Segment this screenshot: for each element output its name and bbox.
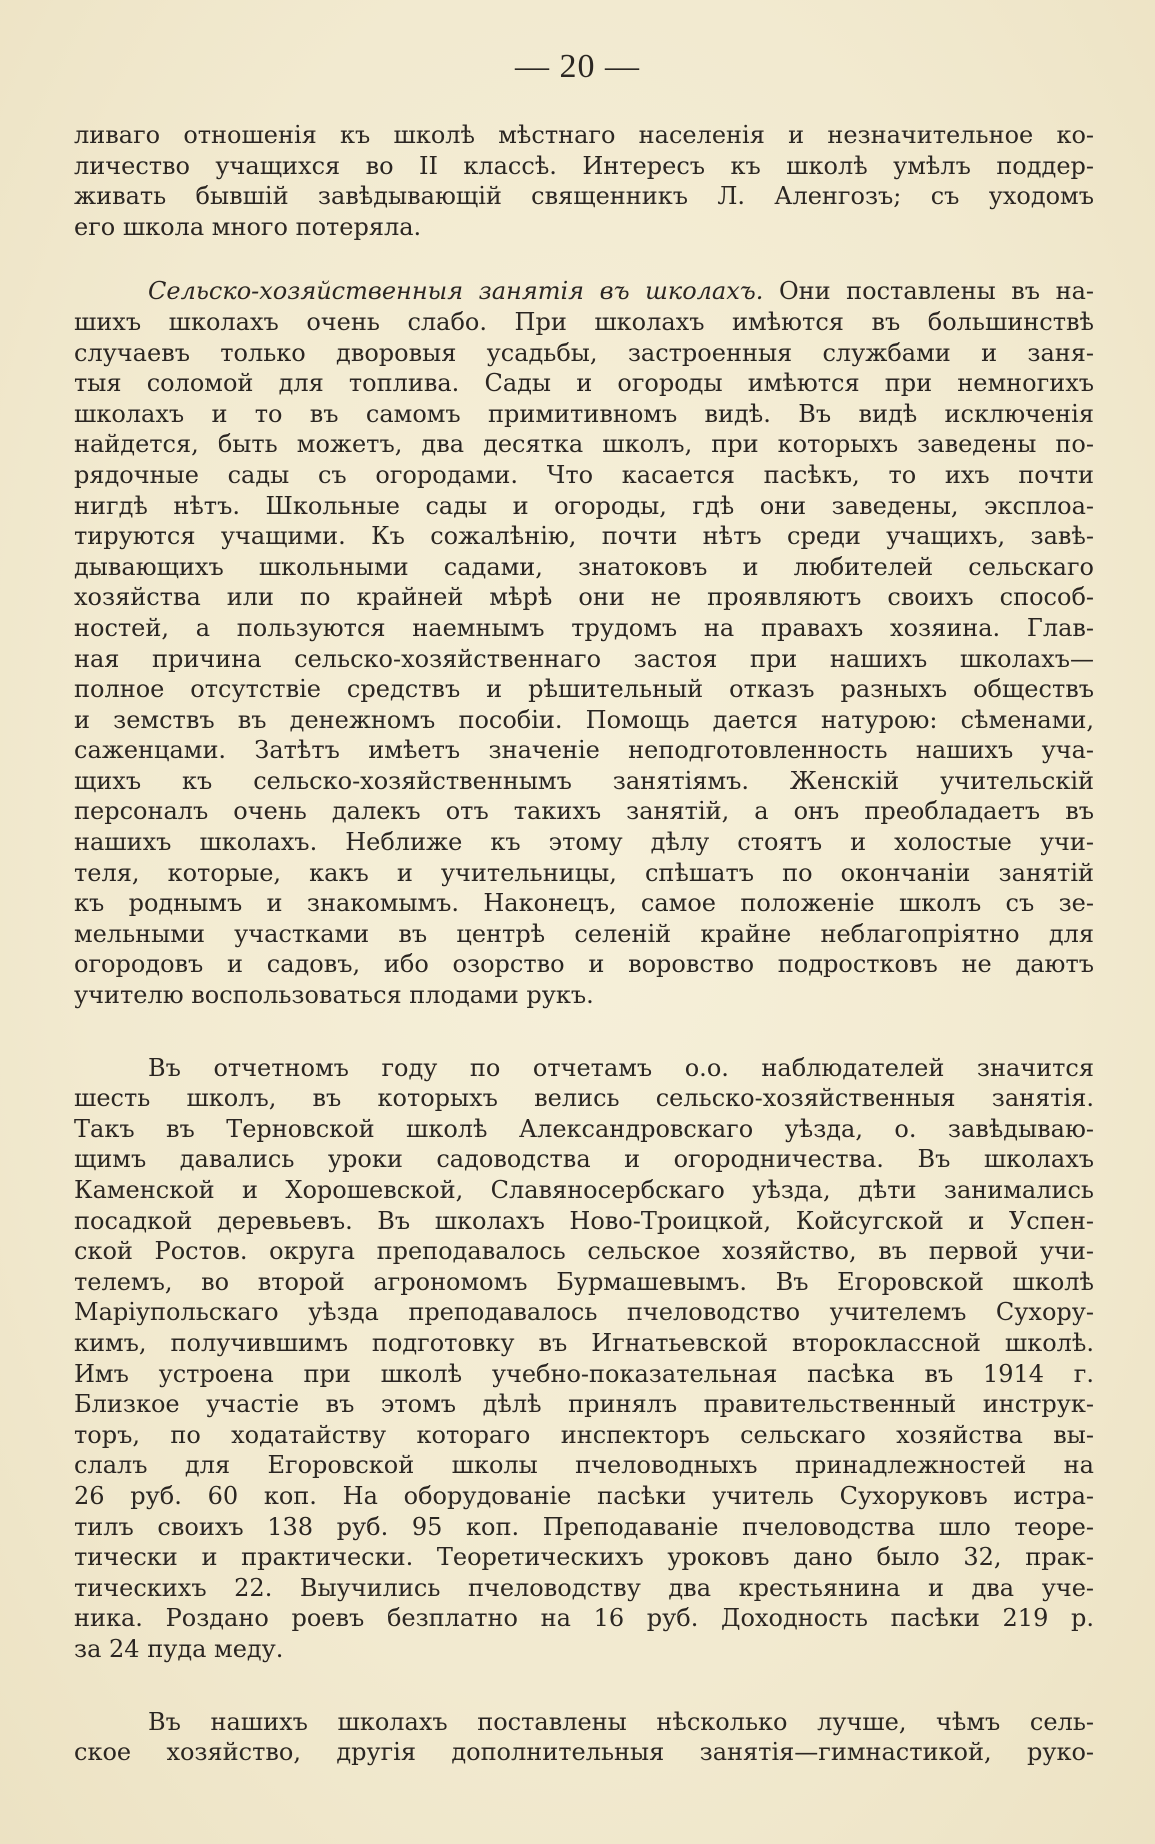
text-line: случаевъ только дворовыя усадьбы, застроенныя службами и заня- bbox=[74, 338, 1094, 367]
body-text bbox=[74, 120, 1094, 1768]
text-line: хозяйства или по крайней мѣрѣ они не проявляютъ своихъ способ- bbox=[74, 583, 1094, 612]
text-line: саженцами. Затѣтъ имѣетъ значеніе неподготовленность нашихъ уча- bbox=[74, 736, 1094, 765]
text-line: полное отсутствіе средствъ и рѣшительный отказъ разныхъ обществъ bbox=[74, 675, 1094, 704]
text-line: ника. Роздано роевъ безплатно на 16 руб. Доходность пасѣки 219 р. bbox=[74, 1604, 1094, 1633]
text-line: за 24 пуда меду. bbox=[74, 1634, 284, 1663]
paragraph bbox=[74, 276, 1094, 1010]
text-line: слалъ для Егоровской школы пчеловодныхъ принадлежностей на bbox=[74, 1451, 1094, 1480]
text-line: шихъ школахъ очень слабо. При школахъ имѣются въ большинствѣ bbox=[74, 307, 1094, 336]
text-line: щимъ давались уроки садоводства и огородничества. Въ школахъ bbox=[74, 1145, 1094, 1174]
paragraph bbox=[74, 1707, 1094, 1768]
text-line: дывающихъ школьными садами, знатоковъ и любителей сельскаго bbox=[74, 552, 1094, 581]
text-line: Близкое участіе въ этомъ дѣлѣ принялъ правительственный инструк- bbox=[74, 1390, 1094, 1419]
text-fragment: Они поставлены въ на- bbox=[763, 277, 1094, 306]
text-line: ское хозяйство, другія дополнительныя занятія—гимнастикой, руко- bbox=[74, 1738, 1094, 1767]
text-line: 26 руб. 60 коп. На оборудованіе пасѣки учитель Сухоруковъ истра- bbox=[74, 1481, 1094, 1510]
text-line: тически и практически. Теоретическихъ уроковъ дано было 32, прак- bbox=[74, 1543, 1094, 1572]
text-line: Такъ въ Терновской школѣ Александровскаго уѣзда, о. завѣдываю- bbox=[74, 1114, 1094, 1143]
text-line: Каменской и Хорошевской, Славяносербскаго уѣзда, дѣти занимались bbox=[74, 1176, 1094, 1204]
text-line: мельными участками въ центрѣ селеній крайне неблагопріятно для bbox=[74, 919, 1094, 948]
text-line: нашихъ школахъ. Неближе къ этому дѣлу стоятъ и холостые учи- bbox=[74, 828, 1094, 857]
text-line: телемъ, во второй агрономомъ Бурмашевымъ. Въ Егоровской школѣ bbox=[74, 1267, 1094, 1296]
text-line: ная причина сельско-хозяйственнаго застоя при нашихъ школахъ— bbox=[74, 644, 1094, 673]
text-line: тилъ своихъ 138 руб. 95 коп. Преподаваніе пчеловодства шло теоре- bbox=[74, 1512, 1094, 1541]
paragraph-gap bbox=[74, 1665, 1094, 1707]
text-line: щихъ къ сельско-хозяйственнымъ занятіямъ. Женскій учительскій bbox=[74, 766, 1094, 795]
text-line: нигдѣ нѣтъ. Школьные сады и огороды, гдѣ они заведены, эксплоа- bbox=[74, 491, 1094, 520]
text-line: личество учащихся во II классѣ. Интересъ къ школѣ умѣлъ поддер- bbox=[74, 151, 1094, 180]
text-line: школахъ и то въ самомъ примитивномъ видѣ. Въ видѣ исключенія bbox=[74, 399, 1094, 428]
text-line: рядочные сады съ огородами. Что касается пасѣкъ, то ихъ почти bbox=[74, 460, 1094, 489]
text-line: ливаго отношенія къ школѣ мѣстнаго населенія и незначительное ко- bbox=[74, 121, 1094, 149]
text-line: учителю воспользоваться плодами рукъ. bbox=[74, 981, 594, 1010]
text-line: кимъ, получившимъ подготовку въ Игнатьевской второклассной школѣ. bbox=[74, 1328, 1094, 1357]
text-line: тыя соломой для топлива. Сады и огороды имѣются при немногихъ bbox=[74, 369, 1094, 398]
text-line: тическихъ 22. Выучились пчеловодству два крестьянина и два уче- bbox=[74, 1573, 1094, 1602]
text-line: теля, которые, какъ и учительницы, спѣшатъ по окончаніи занятій bbox=[74, 858, 1094, 887]
paragraph bbox=[74, 120, 1094, 242]
text-line: Въ нашихъ школахъ поставлены нѣсколько лучше, чѣмъ сель- bbox=[148, 1707, 1094, 1736]
paragraph-gap bbox=[74, 1011, 1094, 1053]
text-line: его школа много потеряла. bbox=[74, 212, 422, 241]
paragraph bbox=[74, 1053, 1094, 1665]
text-line: персоналъ очень далекъ отъ такихъ занятій, а онъ преобладаетъ въ bbox=[74, 797, 1094, 826]
text-line: шесть школъ, въ которыхъ велись сельско-хозяйственныя занятія. bbox=[74, 1084, 1094, 1113]
text-line: и земствъ въ денежномъ пособіи. Помощь дается натурою: сѣменами, bbox=[74, 705, 1094, 734]
text-line: Маріупольскаго уѣзда преподавалось пчеловодство учителемъ Сухору- bbox=[74, 1298, 1094, 1327]
text-line: Въ отчетномъ году по отчетамъ о.о. наблюдателей значится bbox=[148, 1053, 1094, 1082]
text-line: Имъ устроена при школѣ учебно-показательная пасѣка въ 1914 г. bbox=[74, 1359, 1094, 1388]
text-line: ностей, а пользуются наемнымъ трудомъ на правахъ хозяина. Глав- bbox=[74, 613, 1094, 642]
section-heading-inline: Сельско-хозяйственныя занятія въ школахъ. bbox=[148, 277, 764, 306]
text-line bbox=[74, 276, 1094, 307]
text-line: найдется, быть можетъ, два десятка школъ, при которыхъ заведены по- bbox=[74, 430, 1094, 459]
text-line: тируются учащими. Къ сожалѣнію, почти нѣтъ среди учащихъ, завѣ- bbox=[74, 522, 1094, 551]
text-line: огородовъ и садовъ, ибо озорство и воровство подростковъ не даютъ bbox=[74, 950, 1094, 979]
text-line: ской Ростов. округа преподавалось сельское хозяйство, въ первой учи- bbox=[74, 1237, 1094, 1266]
text-line: торъ, по ходатайству котораго инспекторъ сельскаго хозяйства вы- bbox=[74, 1420, 1094, 1449]
page-number: — 20 — bbox=[515, 48, 640, 85]
text-line: живать бывшій завѣдывающій священникъ Л. Аленгозъ; съ уходомъ bbox=[74, 182, 1094, 211]
text-line: къ роднымъ и знакомымъ. Наконецъ, самое положеніе школъ съ зе- bbox=[74, 889, 1094, 918]
text-line: посадкой деревьевъ. Въ школахъ Ново-Троицкой, Койсугской и Успен- bbox=[74, 1206, 1094, 1235]
